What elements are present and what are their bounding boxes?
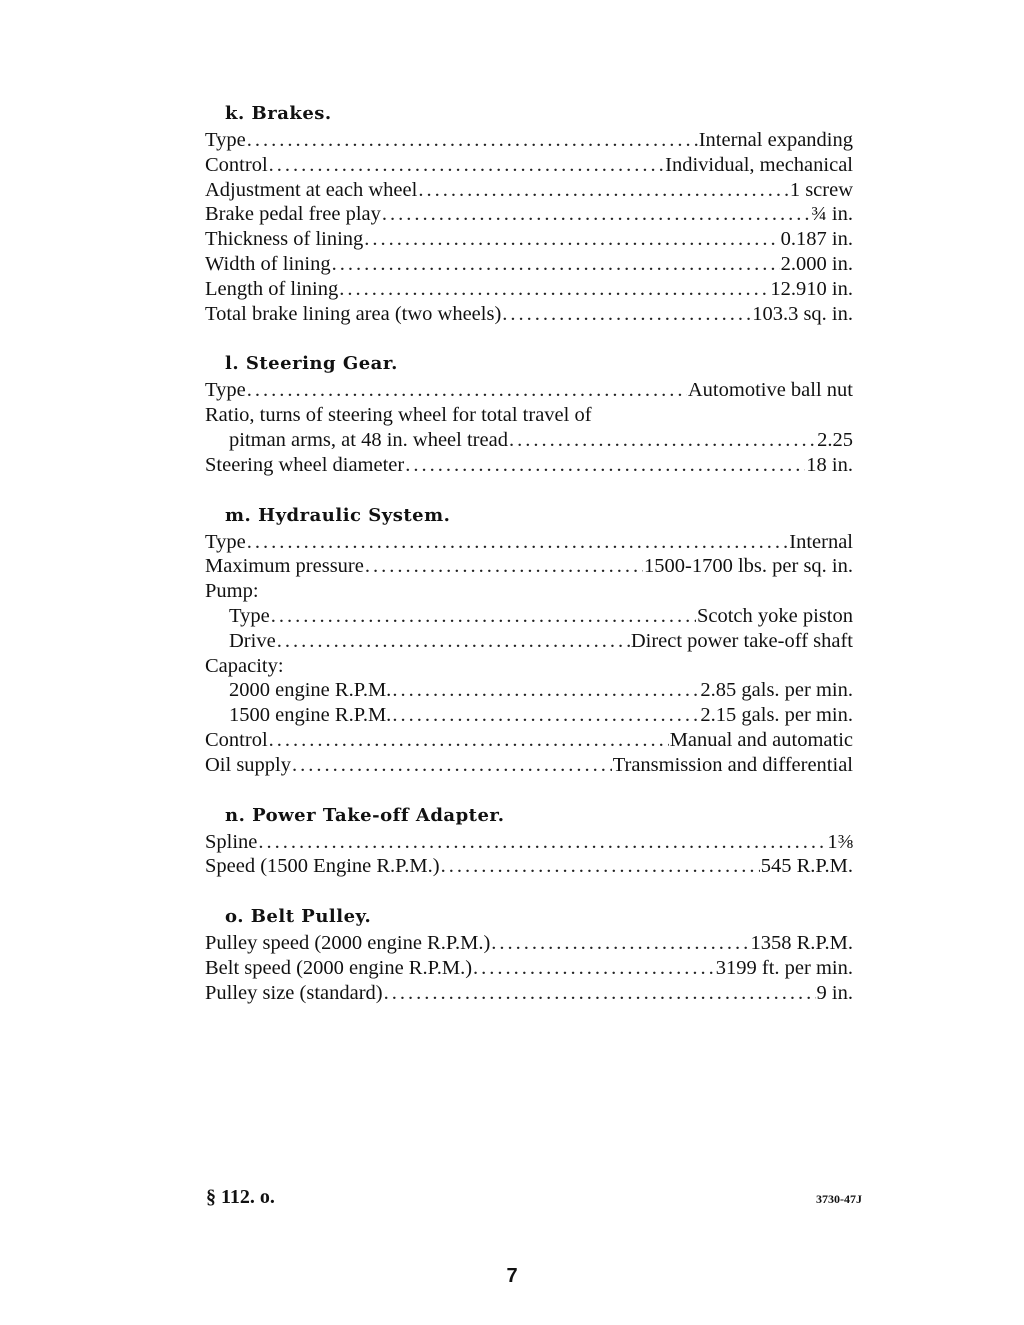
dot-leader: [502, 302, 751, 327]
dot-leader: [277, 629, 630, 654]
spec-value: 2.25: [817, 428, 853, 451]
spec-label: 1500 engine R.P.M.: [229, 704, 392, 727]
spec-row: [205, 378, 853, 403]
spec-label: Control: [205, 728, 268, 751]
spec-value: 1⅜: [827, 830, 853, 853]
spec-value: Scotch yoke piston: [696, 604, 853, 627]
spec-label: Total brake lining area (two wheels): [205, 302, 502, 325]
spec-value: 2.15 gals. per min.: [700, 704, 853, 727]
spec-label: Control: [205, 153, 268, 176]
spec-label: Maximum pressure: [205, 555, 364, 578]
spec-row: [205, 981, 853, 1006]
spec-row: [205, 579, 853, 604]
dot-leader: [271, 604, 696, 629]
spec-label: Type: [229, 604, 270, 627]
section-belt-pulley: [205, 903, 853, 1005]
dot-leader: [247, 530, 789, 555]
spec-value: Individual, mechanical: [665, 153, 853, 176]
dot-leader: [332, 252, 780, 277]
spec-label: Capacity:: [205, 654, 284, 677]
spec-label: Adjustment at each wheel: [205, 178, 418, 201]
spec-label: Ratio, turns of steering wheel for total travel of: [205, 404, 592, 427]
spec-label: Type: [205, 129, 246, 151]
spec-value: Automotive ball nut: [687, 379, 853, 402]
spec-label: 2000 engine R.P.M.: [229, 679, 392, 702]
spec-value: Internal expanding: [698, 129, 853, 151]
spec-value: 18 in.: [806, 453, 853, 476]
spec-label: Drive: [229, 629, 276, 652]
dot-leader: [509, 428, 816, 453]
spec-row: [205, 654, 853, 679]
dot-leader: [247, 128, 698, 153]
section-hydraulic-system: [205, 502, 853, 778]
spec-row: [205, 202, 853, 227]
dot-leader: [292, 753, 612, 778]
spec-row: [205, 728, 853, 753]
spec-value: Internal: [789, 530, 853, 553]
spec-label: Brake pedal free play: [205, 203, 381, 226]
spec-label: Pulley size (standard): [205, 981, 383, 1004]
spec-row: [205, 153, 853, 178]
section-reference: § 112. o.: [206, 1186, 275, 1208]
spec-row: [205, 931, 853, 956]
spec-row: [205, 753, 853, 778]
spec-label: Type: [205, 530, 246, 553]
spec-value: 1 screw: [789, 178, 853, 201]
spec-row: [205, 453, 853, 478]
spec-value: 9 in.: [816, 981, 853, 1004]
section-heading: m. Hydraulic System.: [225, 504, 451, 526]
spec-value: 545 R.P.M.: [760, 855, 853, 878]
spec-row: [205, 703, 853, 728]
section-heading: o. Belt Pulley.: [225, 906, 372, 928]
spec-label: Thickness of lining: [205, 228, 364, 251]
spec-label: Length of lining: [205, 277, 339, 300]
section-heading: k. Brakes.: [225, 103, 332, 124]
dot-leader: [258, 830, 826, 855]
spec-label: Type: [205, 379, 246, 402]
dot-leader: [382, 202, 811, 227]
dot-leader: [339, 277, 769, 302]
spec-value: 103.3 sq. in.: [752, 302, 853, 325]
spec-row: [205, 830, 853, 855]
dot-leader: [384, 981, 816, 1006]
spec-row: [205, 530, 853, 555]
page-number: 7: [506, 1265, 518, 1287]
spec-row: [205, 678, 853, 703]
dot-leader: [247, 378, 687, 403]
spec-row: [205, 854, 853, 879]
spec-row: [205, 428, 853, 453]
spec-label: pitman arms, at 48 in. wheel tread: [229, 428, 508, 451]
section-heading: l. Steering Gear.: [225, 353, 398, 375]
spec-row: [205, 277, 853, 302]
spec-value: 12.910 in.: [770, 277, 853, 300]
spec-label: Oil supply: [205, 753, 291, 776]
spec-row: [205, 128, 853, 153]
spec-label: Spline: [205, 830, 258, 853]
dot-leader: [392, 703, 699, 728]
dot-leader: [405, 453, 805, 478]
dot-leader: [491, 931, 749, 956]
section-steering-gear: [205, 350, 853, 477]
spec-label: Width of lining: [205, 252, 331, 275]
spec-value: 0.187 in.: [780, 228, 853, 251]
dot-leader: [441, 854, 760, 879]
dot-leader: [269, 153, 665, 178]
dot-leader: [392, 678, 699, 703]
spec-value: ¾ in.: [811, 203, 853, 226]
section-brakes: [205, 100, 853, 326]
spec-value: 3199 ft. per min.: [715, 956, 853, 979]
spec-value: Manual and automatic: [669, 728, 853, 751]
spec-label: Speed (1500 Engine R.P.M.): [205, 855, 440, 878]
section-heading: n. Power Take-off Adapter.: [225, 804, 505, 826]
spec-label: Pulley speed (2000 engine R.P.M.): [205, 932, 491, 955]
spec-label: Steering wheel diameter: [205, 453, 405, 476]
spec-row: [205, 956, 853, 981]
spec-row: [205, 302, 853, 327]
spec-label: Belt speed (2000 engine R.P.M.): [205, 956, 473, 979]
spec-row: [205, 604, 853, 629]
spec-value: 1358 R.P.M.: [750, 932, 853, 955]
document-code: 3730-47J: [816, 1192, 862, 1206]
spec-value: Direct power take-off shaft: [630, 629, 853, 652]
spec-value: 2.85 gals. per min.: [700, 679, 853, 702]
spec-row: [205, 554, 853, 579]
spec-value: Transmission and differential: [612, 753, 853, 776]
spec-row: [205, 403, 853, 428]
spec-value: 2.000 in.: [780, 252, 853, 275]
dot-leader: [269, 728, 669, 753]
section-power-take-off-adapter: [205, 802, 853, 880]
spec-value: 1500-1700 lbs. per sq. in.: [644, 555, 853, 578]
dot-leader: [365, 554, 643, 579]
spec-content: [205, 100, 853, 1030]
dot-leader: [418, 178, 788, 203]
spec-label: Pump:: [205, 580, 259, 603]
dot-leader: [364, 227, 779, 252]
spec-row: [205, 227, 853, 252]
dot-leader: [473, 956, 715, 981]
spec-row: [205, 178, 853, 203]
spec-row: [205, 252, 853, 277]
spec-row: [205, 629, 853, 654]
